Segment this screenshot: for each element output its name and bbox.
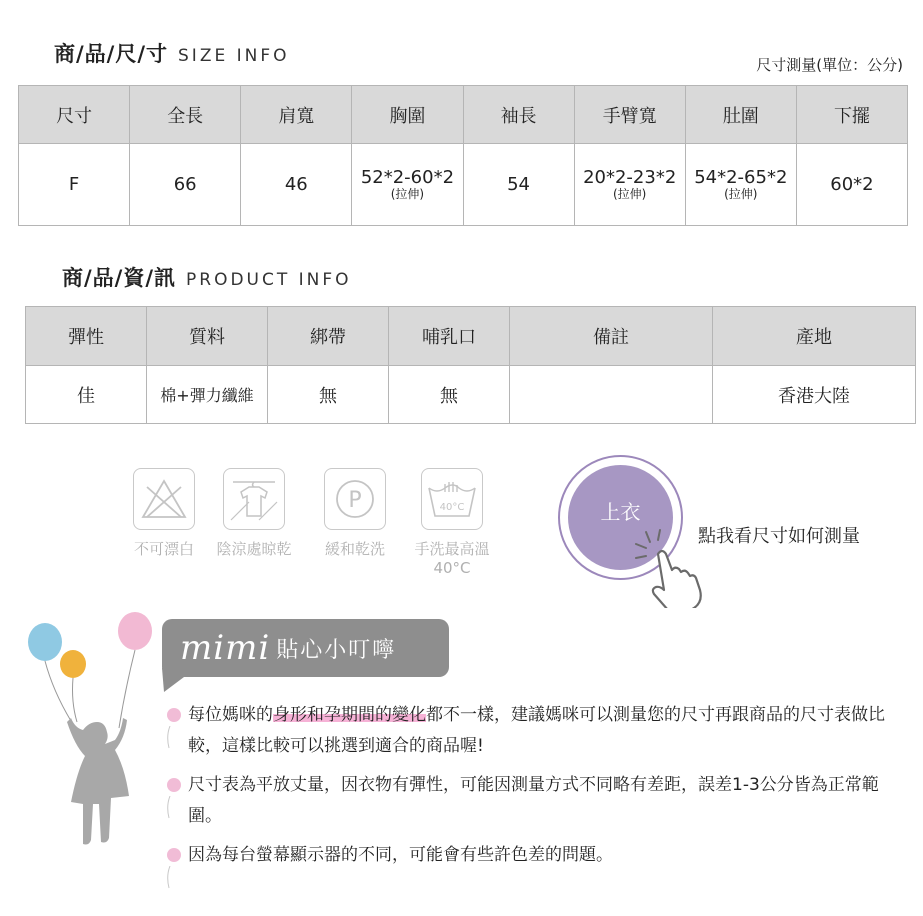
product-section-title [62, 262, 352, 292]
dry-in-shade-icon [223, 468, 285, 530]
girl-with-balloons-illustration [25, 610, 160, 870]
measure-unit-note: 尺寸測量(單位：公分) [756, 56, 903, 74]
care-label: 手洗最高溫 [414, 540, 490, 558]
size-cell: F [19, 144, 130, 226]
size-header-cell: 全長 [130, 86, 241, 144]
tip-item: 因為每台螢幕顯示器的不同，可能會有些許色差的問題。 [166, 840, 906, 871]
size-cell: 60*2 [796, 144, 907, 226]
product-header-cell: 綁帶 [268, 307, 389, 366]
size-header-cell: 手臂寬 [574, 86, 685, 144]
svg-text:40°C: 40°C [439, 502, 465, 513]
size-table-header-row [19, 86, 908, 144]
balloon-orange-icon [60, 650, 86, 722]
care-item-gentle-dry-clean [315, 468, 395, 559]
product-header-cell: 哺乳口 [389, 307, 510, 366]
size-table-row [19, 144, 908, 226]
size-title-en: SIZE INFO [178, 46, 290, 66]
product-header-cell: 彈性 [26, 307, 147, 366]
no-bleach-icon [133, 468, 195, 530]
product-table-header-row [26, 307, 916, 366]
product-title-zh: 商/品/資/訊 [62, 266, 177, 290]
product-cell: 佳 [26, 366, 147, 424]
size-header-cell: 胸圍 [352, 86, 463, 144]
gentle-dry-clean-icon [324, 468, 386, 530]
tip-item: 每位媽咪的身形和孕期間的變化都不一樣，建議媽咪可以測量您的尺寸再跟商品的尺寸表做比較，這樣比較可以挑選到適合的商品喔! [166, 700, 906, 762]
tips-title: 貼心小叮嚀 [276, 637, 397, 663]
mimi-brand: mimi [180, 628, 271, 668]
size-title-zh: 商/品/尺/寸 [54, 42, 169, 66]
size-cell: 54 [463, 144, 574, 226]
svg-text:P: P [348, 488, 362, 513]
care-label: 緩和乾洗 [324, 540, 385, 558]
product-header-cell: 質料 [147, 307, 268, 366]
size-header-cell: 尺寸 [19, 86, 130, 144]
product-cell: 香港大陸 [713, 366, 916, 424]
product-cell: 棉+彈力纖維 [147, 366, 268, 424]
tip-item: 尺寸表為平放丈量，因衣物有彈性，可能因測量方式不同略有差距，誤差1-3公分皆為正常範圍。 [166, 770, 906, 832]
care-item-hand-wash [412, 468, 492, 577]
size-cell: 52*2-60*2 (拉伸) [352, 144, 463, 226]
balloon-pink-icon [118, 612, 152, 728]
size-header-cell: 下擺 [796, 86, 907, 144]
care-label: 陰涼處晾乾 [216, 540, 292, 558]
product-table-row [26, 366, 916, 424]
measure-guide-link[interactable]: 點我看尺寸如何測量 [698, 526, 860, 547]
pink-bullet-icon [167, 848, 181, 862]
size-header-cell: 袖長 [463, 86, 574, 144]
product-cell: 無 [268, 366, 389, 424]
pink-bullet-icon [167, 708, 181, 722]
hand-wash-40-icon [421, 468, 483, 530]
product-header-cell: 產地 [713, 307, 916, 366]
product-cell [510, 366, 713, 424]
garment-type-label: 上衣 [600, 500, 641, 524]
mimi-tips-banner [162, 619, 449, 677]
size-cell: 54*2-65*2 (拉伸) [685, 144, 796, 226]
size-header-cell: 肚圍 [685, 86, 796, 144]
product-header-cell: 備註 [510, 307, 713, 366]
care-label-temp: 40°C [433, 559, 471, 577]
product-cell: 無 [389, 366, 510, 424]
product-table [25, 306, 916, 424]
size-section-title [54, 38, 290, 68]
care-item-dry-shade [214, 468, 294, 559]
size-cell: 66 [130, 144, 241, 226]
size-cell: 20*2-23*2 (拉伸) [574, 144, 685, 226]
care-label: 不可漂白 [133, 540, 194, 558]
size-header-cell: 肩寬 [241, 86, 352, 144]
size-table [18, 85, 908, 226]
tips-list [166, 700, 906, 879]
size-cell: 46 [241, 144, 352, 226]
pink-bullet-icon [167, 778, 181, 792]
product-title-en: PRODUCT INFO [186, 270, 352, 290]
care-item-no-bleach [124, 468, 204, 559]
tip-highlight: 身形和孕期間的變化 [273, 705, 426, 725]
